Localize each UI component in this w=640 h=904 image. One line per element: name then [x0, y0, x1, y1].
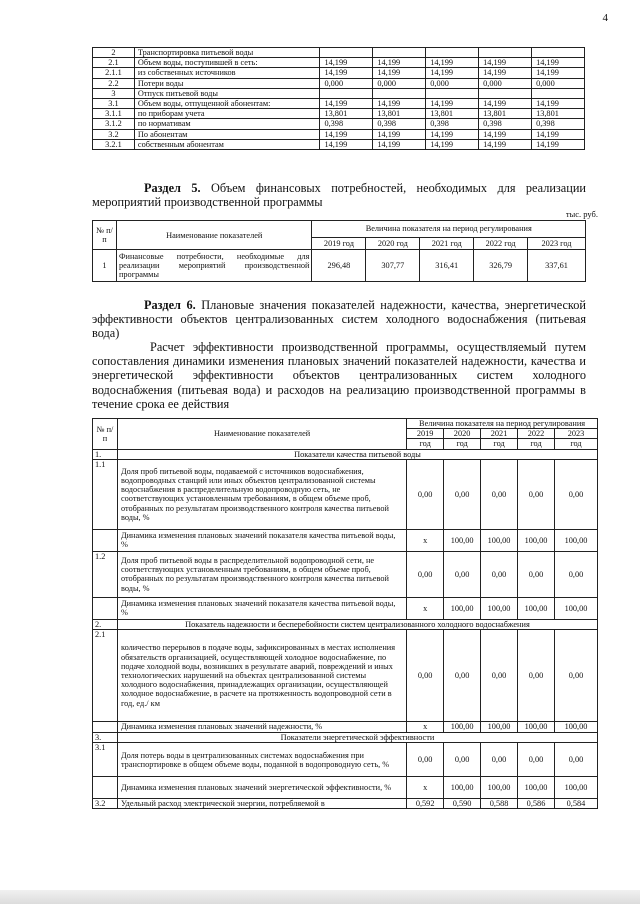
row-name: из собственных источников — [134, 68, 320, 78]
value-cell: 0,00 — [518, 551, 555, 597]
value-cell: 13,801 — [479, 109, 532, 119]
financial-needs-table — [92, 220, 586, 282]
section6-label: Раздел 6. — [144, 298, 196, 312]
section5-title: Объем финансовых потребностей, необходимых для реализации мероприятий производственной программы — [92, 181, 586, 209]
year-header: 2019 — [407, 429, 444, 439]
year-header: 2023 год — [528, 238, 586, 250]
table-row — [93, 109, 585, 119]
value-cell: 0,398 — [479, 119, 532, 129]
value-cell: 326,79 — [474, 250, 528, 282]
value-cell: x — [407, 777, 444, 799]
value-cell: 337,61 — [528, 250, 586, 282]
value-cell: 14,199 — [426, 68, 479, 78]
row-name: Объем воды, поступившей в сеть: — [134, 58, 320, 68]
value-cell — [373, 88, 426, 98]
section-title: Показатели качества питьевой воды — [117, 449, 597, 459]
value-cell: 0,398 — [320, 119, 373, 129]
row-number: 1 — [93, 250, 117, 282]
table-row — [93, 88, 585, 98]
row-number: 3.1 — [93, 98, 135, 108]
value-cell — [320, 48, 373, 58]
value-cell: 100,00 — [444, 777, 481, 799]
row-number: 3.2.1 — [93, 139, 135, 149]
value-cell: 0,590 — [444, 799, 481, 809]
value-cell: 100,00 — [444, 722, 481, 733]
value-cell: 0,00 — [518, 459, 555, 529]
row-name: По абонентам — [134, 129, 320, 139]
row-name: Доля потерь воды в централизованных системах водоснабжения при транспортировке в общем объеме воды, поданной в водопроводную сеть, % — [117, 743, 406, 777]
value-cell: 14,199 — [373, 129, 426, 139]
year-header: 2020 год — [366, 238, 420, 250]
value-cell: 14,199 — [426, 98, 479, 108]
year-header: 2023 — [554, 429, 597, 439]
row-name: собственным абонентам — [134, 139, 320, 149]
value-cell — [479, 88, 532, 98]
table-row — [93, 68, 585, 78]
year-suffix: год — [407, 439, 444, 449]
value-cell: 14,199 — [320, 139, 373, 149]
value-cell: 14,199 — [373, 58, 426, 68]
row-number: 3.2 — [93, 799, 118, 809]
table-row — [93, 119, 585, 129]
value-cell — [320, 88, 373, 98]
value-cell: 13,801 — [532, 109, 585, 119]
section-number: 1. — [93, 449, 118, 459]
value-cell: 14,199 — [373, 68, 426, 78]
year-suffix: год — [554, 439, 597, 449]
row-name: по приборам учета — [134, 109, 320, 119]
value-cell: 14,199 — [479, 139, 532, 149]
value-cell: 100,00 — [554, 529, 597, 551]
row-name: Удельный расход электрической энергии, потребляемой в — [117, 799, 406, 809]
value-cell: 100,00 — [554, 597, 597, 619]
row-name: Транспортировка питьевой воды — [134, 48, 320, 58]
value-cell: 14,199 — [532, 98, 585, 108]
row-number: 3.1.2 — [93, 119, 135, 129]
value-cell: 100,00 — [518, 722, 555, 733]
col-num-header: № п/п — [93, 419, 118, 450]
col-num-header: № п/п — [93, 221, 117, 250]
value-cell: 14,199 — [426, 58, 479, 68]
value-cell — [532, 48, 585, 58]
value-cell: 0,00 — [554, 630, 597, 722]
value-cell: 0,586 — [518, 799, 555, 809]
row-name: Доля проб питьевой воды, подаваемой с источников водоснабжения, водопроводных станций или иных объектов централизованной системы водоснабжения в распределительную водопроводную сеть, не соответствующих установленным требованиям, в общем объеме проб, отобранных по результатам производственного контроля качества питьевой воды, % — [117, 459, 406, 529]
col-group-header: Величина показателя на период регулирования — [407, 419, 598, 429]
unit-label: тыс. руб. — [565, 209, 598, 219]
year-suffix: год — [444, 439, 481, 449]
value-cell: 14,199 — [320, 98, 373, 108]
value-cell: 14,199 — [479, 98, 532, 108]
year-header: 2021 — [481, 429, 518, 439]
value-cell: 14,199 — [532, 139, 585, 149]
row-name: Финансовые потребности, необходимые для реализации мероприятий производственной программы — [116, 250, 312, 282]
value-cell: 13,801 — [426, 109, 479, 119]
value-cell: 100,00 — [518, 529, 555, 551]
year-header: 2020 — [444, 429, 481, 439]
row-name: Динамика изменения плановых значений надежности, % — [117, 722, 406, 733]
value-cell — [426, 48, 479, 58]
col-group-header: Величина показателя на период регулирования — [312, 221, 586, 238]
indicators-table — [92, 418, 598, 809]
value-cell: 316,41 — [420, 250, 474, 282]
value-cell: 0,00 — [444, 630, 481, 722]
value-cell: 0,00 — [407, 551, 444, 597]
row-number: 3.2 — [93, 129, 135, 139]
value-cell: 0,00 — [444, 459, 481, 529]
table-row — [93, 98, 585, 108]
value-cell: 0,000 — [479, 78, 532, 88]
section-title: Показатель надежности и бесперебойности систем централизованного холодного водоснабжения — [117, 619, 597, 629]
section5-heading — [92, 181, 586, 209]
value-cell: 14,199 — [373, 139, 426, 149]
value-cell: 0,00 — [518, 743, 555, 777]
row-number: 3 — [93, 88, 135, 98]
value-cell: 13,801 — [320, 109, 373, 119]
value-cell: 14,199 — [373, 98, 426, 108]
row-number: 3.1 — [93, 743, 118, 777]
value-cell: 100,00 — [481, 597, 518, 619]
value-cell: 14,199 — [320, 129, 373, 139]
value-cell — [479, 48, 532, 58]
value-cell: 0,584 — [554, 799, 597, 809]
year-header: 2019 год — [312, 238, 366, 250]
value-cell: 14,199 — [532, 129, 585, 139]
value-cell: x — [407, 529, 444, 551]
value-cell: 0,00 — [554, 551, 597, 597]
value-cell: 100,00 — [444, 597, 481, 619]
row-number: 2 — [93, 48, 135, 58]
value-cell: 0,00 — [481, 459, 518, 529]
value-cell: 0,00 — [481, 551, 518, 597]
scan-edge — [0, 890, 640, 904]
value-cell: 100,00 — [554, 722, 597, 733]
table-row — [93, 78, 585, 88]
row-name: Отпуск питьевой воды — [134, 88, 320, 98]
value-cell: 14,199 — [479, 58, 532, 68]
row-number: 3.1.1 — [93, 109, 135, 119]
col-name-header: Наименование показателей — [116, 221, 312, 250]
value-cell: 0,00 — [554, 459, 597, 529]
value-cell: 0,398 — [426, 119, 479, 129]
value-cell: 14,199 — [320, 58, 373, 68]
value-cell: 14,199 — [479, 129, 532, 139]
value-cell: x — [407, 597, 444, 619]
year-header: 2022 — [518, 429, 555, 439]
section6-title: Плановые значения показателей надежности, качества, энергетической эффективности объектов централизованных систем холодного водоснабжения (питьевая вода) — [92, 298, 587, 340]
value-cell: 0,00 — [481, 630, 518, 722]
row-name: количество перерывов в подаче воды, зафиксированных в местах исполнения обязательств организацией, осуществляющей холодное водоснабжение, по подаче холодной воды, возникших в результате аварий, повреждений и иных технологических нарушений на объектах централизованной системы холодного водоснабжения, принадлежащих организации, осуществляющей холодное водоснабжение, в расчете на протяженность водопроводной сети в год, ед./ км — [117, 630, 406, 722]
value-cell: 100,00 — [444, 529, 481, 551]
value-cell: 14,199 — [479, 68, 532, 78]
row-name: Динамика изменения плановых значений показателя качества питьевой воды, % — [117, 529, 406, 551]
value-cell — [532, 88, 585, 98]
section-title: Показатели энергетической эффективности — [117, 733, 597, 743]
value-cell: 0,398 — [373, 119, 426, 129]
value-cell: 0,000 — [320, 78, 373, 88]
row-number: 1.1 — [93, 459, 118, 529]
water-balance-table — [92, 47, 585, 150]
value-cell: 14,199 — [426, 139, 479, 149]
value-cell: 307,77 — [366, 250, 420, 282]
value-cell: 0,00 — [407, 630, 444, 722]
value-cell: 296,48 — [312, 250, 366, 282]
table-row — [93, 129, 585, 139]
row-number: 1.2 — [93, 551, 118, 597]
col-name-header: Наименование показателей — [117, 419, 406, 450]
row-name: Объем воды, отпущенной абонентам: — [134, 98, 320, 108]
value-cell: 100,00 — [481, 722, 518, 733]
value-cell: x — [407, 722, 444, 733]
year-suffix: год — [481, 439, 518, 449]
value-cell: 100,00 — [481, 529, 518, 551]
value-cell: 0,000 — [426, 78, 479, 88]
row-name: Доля проб питьевой воды в распределительной водопроводной сети, не соответствующих установленным требованиям, в общем объеме проб, отобранных по результатам производственного контроля качества питьевой воды, % — [117, 551, 406, 597]
row-number: 2.1.1 — [93, 68, 135, 78]
value-cell: 0,00 — [407, 459, 444, 529]
table-row — [93, 48, 585, 58]
value-cell: 0,592 — [407, 799, 444, 809]
value-cell: 100,00 — [518, 777, 555, 799]
value-cell: 0,00 — [554, 743, 597, 777]
value-cell: 0,000 — [373, 78, 426, 88]
year-header: 2021 год — [420, 238, 474, 250]
table-row — [93, 139, 585, 149]
year-header: 2022 год — [474, 238, 528, 250]
value-cell: 14,199 — [532, 58, 585, 68]
page-number: 4 — [602, 12, 608, 24]
value-cell: 0,00 — [444, 551, 481, 597]
section6-paragraph: Расчет эффективности производственной программы, осуществляемый путем сопоставления динамики изменения плановых значений показателей надежности, качества и энергетической эффективности объектов централизованных систем холодного водоснабжения (питьевая вода) и расходов на реализацию производственной программы в течение срока ее действия — [92, 340, 586, 411]
row-name: Динамика изменения плановых значений показателя качества питьевой воды, % — [117, 597, 406, 619]
row-number: 2.2 — [93, 78, 135, 88]
value-cell: 14,199 — [426, 129, 479, 139]
value-cell: 14,199 — [532, 68, 585, 78]
value-cell: 0,588 — [481, 799, 518, 809]
value-cell — [426, 88, 479, 98]
value-cell: 14,199 — [320, 68, 373, 78]
section-number: 2. — [93, 619, 118, 629]
value-cell: 0,398 — [532, 119, 585, 129]
row-number: 2.1 — [93, 58, 135, 68]
section5-label: Раздел 5. — [144, 181, 201, 195]
section6-heading — [92, 298, 586, 340]
value-cell: 100,00 — [554, 777, 597, 799]
table-row — [93, 58, 585, 68]
value-cell: 100,00 — [481, 777, 518, 799]
value-cell: 13,801 — [373, 109, 426, 119]
value-cell: 0,00 — [518, 630, 555, 722]
value-cell: 0,00 — [481, 743, 518, 777]
row-name: по нормативам — [134, 119, 320, 129]
row-number: 2.1 — [93, 630, 118, 722]
value-cell: 0,00 — [407, 743, 444, 777]
value-cell: 0,000 — [532, 78, 585, 88]
value-cell — [373, 48, 426, 58]
section-number: 3. — [93, 733, 118, 743]
value-cell: 0,00 — [444, 743, 481, 777]
row-name: Потери воды — [134, 78, 320, 88]
year-suffix: год — [518, 439, 555, 449]
row-name: Динамика изменения плановых значений энергетической эффективности, % — [117, 777, 406, 799]
value-cell: 100,00 — [518, 597, 555, 619]
